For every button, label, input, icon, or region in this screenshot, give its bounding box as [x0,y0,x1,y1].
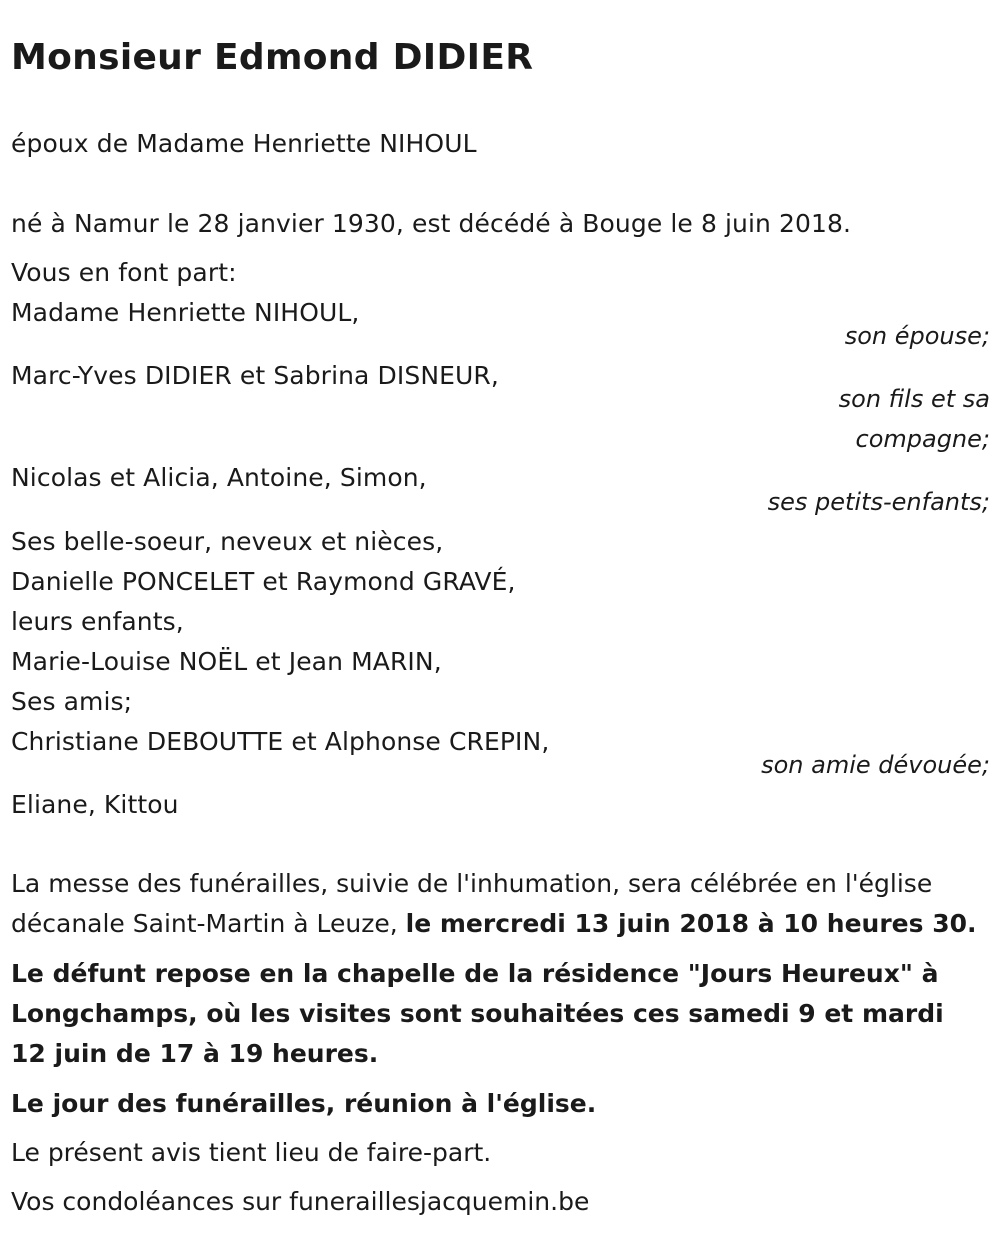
deceased-name-title: Monsieur Edmond DIDIER [11,37,534,78]
wife-name: Madame Henriette NIHOUL, [11,298,360,327]
ceremony-date: le mercredi 13 juin 2018 à 10 heures 30. [405,909,977,938]
friend-names: Christiane DEBOUTTE et Alphonse CREPIN, [11,727,550,756]
grandchildren-names: Nicolas et Alicia, Antoine, Simon, [11,463,427,492]
birth-death-line: né à Namur le 28 janvier 1930, est décédé à Bouge le 8 juin 2018. [11,209,852,238]
inlaws-line: Ses belle-soeur, neveux et nièces, [11,527,444,556]
grandchildren-relation: ses petits-enfants; [767,488,990,516]
ceremony-paragraph [11,864,981,944]
announce-intro: Vous en font part: [11,258,237,287]
son-relation-line1: son fils et sa [838,385,990,413]
condolences-line: Vos condoléances sur funeraillesjacquemin.be [11,1187,590,1216]
son-names: Marc-Yves DIDIER et Sabrina DISNEUR, [11,361,499,390]
inlaws-line: Danielle PONCELET et Raymond GRAVÉ, [11,567,516,596]
notice-line: Le présent avis tient lieu de faire-part. [11,1138,492,1167]
other-mourners: Eliane, Kittou [11,790,179,819]
son-relation-line2: compagne; [855,425,990,453]
wife-relation: son épouse; [844,322,990,350]
meeting-line: Le jour des funérailles, réunion à l'église. [11,1089,597,1118]
inlaws-line: leurs enfants, [11,607,184,636]
friends-intro: Ses amis; [11,687,133,716]
spouse-line: époux de Madame Henriette NIHOUL [11,129,477,158]
ceremony-text: La messe des funérailles, suivie de l'inhumation, sera célébrée en l'église décanale Saint-Martin à Leuze, [11,869,933,938]
inlaws-line: Marie-Louise NOËL et Jean MARIN, [11,647,442,676]
visitation-paragraph: Le défunt repose en la chapelle de la résidence "Jours Heureux" à Longchamps, où les visites sont souhaitées ces samedi 9 et mardi 12 juin de 17 à 19 heures. [11,959,944,1068]
friend-relation: son amie dévouée; [761,751,990,779]
